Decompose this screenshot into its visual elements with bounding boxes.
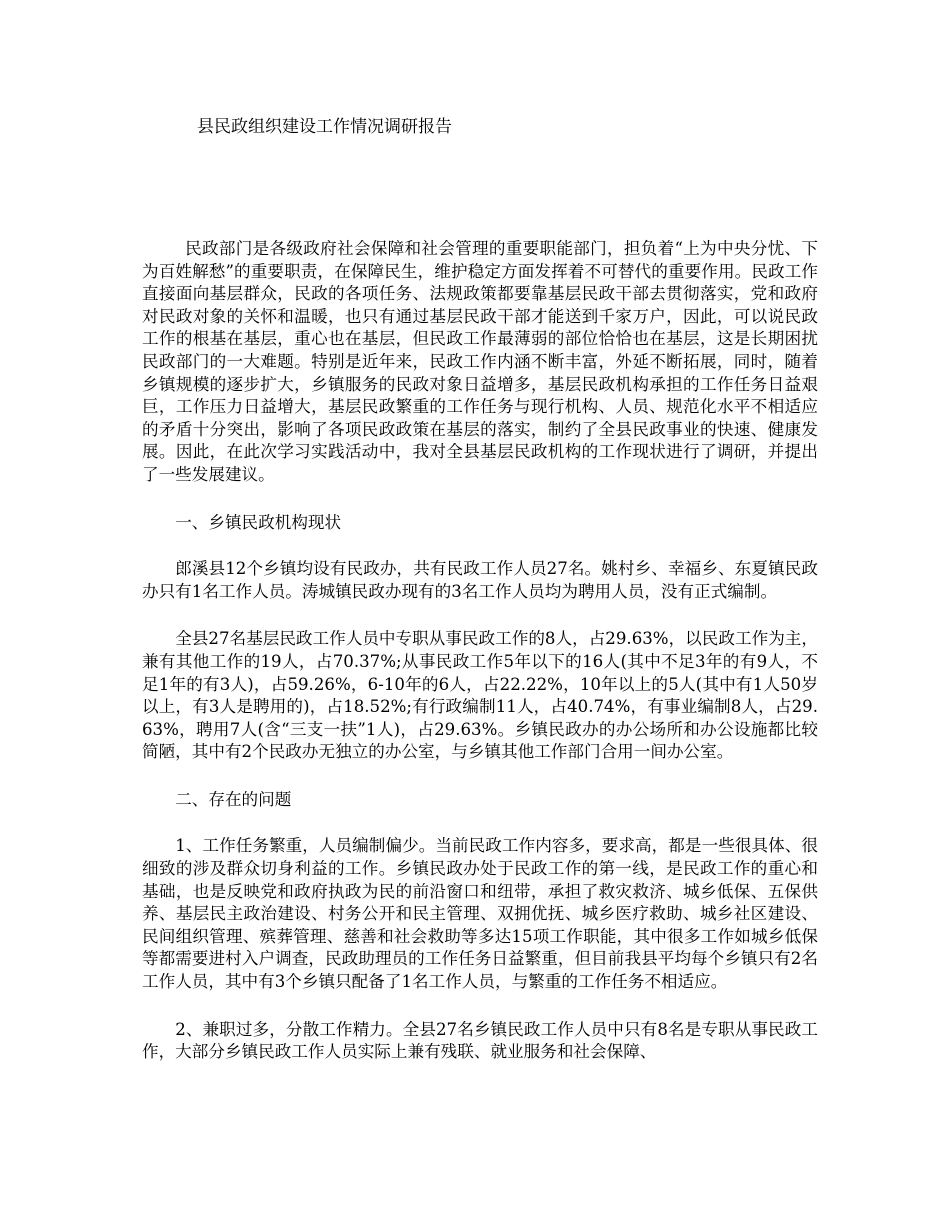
section-heading-problems: 二、存在的问题 [175,789,292,809]
document-title: 县民政组织建设工作情况调研报告 [197,117,452,137]
section-heading-current-status: 一、乡镇民政机构现状 [175,512,342,532]
paragraph-staff-statistics: 全县27名基层民政工作人员中专职从事民政工作的8人，占29.63%，以民政工作为主，兼有其他工作的19人，占70.37%;从事民政工作5年以下的16人(其中不足3年的有9人，不足1年的有3人)，占59.26%，6-10年的6人，占22.22%，10年以上的5人(其中有1人50岁以上，有3人是聘用的)，占18.52%;有行政编制11人，占40.74%，有事业编制8人，占29.63%，聘用7人(含“三支一扶”1人)，占29.63%。乡镇民政办的办公场所和办公设施都比较简陋，其中有2个民政办无独立的办公室，与乡镇其他工作部门合用一间办公室。 [142,629,818,762]
paragraph-status-overview: 郎溪县12个乡镇均设有民政办，共有民政工作人员27名。姚村乡、幸福乡、东夏镇民政办只有1名工作人员。涛城镇民政办现有的3名工作人员均为聘用人员，没有正式编制。 [142,559,818,601]
paragraph-problem-workload: 1、工作任务繁重，人员编制偏少。当前民政工作内容多，要求高，都是一些很具体、很细致的涉及群众切身利益的工作。乡镇民政办处于民政工作的第一线，是民政工作的重心和基础，也是反映党和政府执政为民的前沿窗口和纽带，承担了救灾救济、城乡低保、五保供养、基层民主政治建设、村务公开和民主管理、双拥优抚、城乡医疗救助、城乡社区建设、民间组织管理、殡葬管理、慈善和社会救助等多达15项工作职能，其中很多工作如城乡低保等都需要进村入户调查，民政助理员的工作任务日益繁重，但目前我县平均每个乡镇只有2名工作人员，其中有3个乡镇只配备了1名工作人员，与繁重的工作任务不相适应。 [142,836,818,992]
paragraph-problem-part-time: 2、兼职过多，分散工作精力。全县27名乡镇民政工作人员中只有8名是专职从事民政工作，大部分乡镇民政工作人员实际上兼有残联、就业服务和社会保障、 [142,1019,818,1062]
paragraph-intro: 民政部门是各级政府社会保障和社会管理的重要职能部门，担负着“上为中央分忧、下为百姓解愁”的重要职责，在保障民生，维护稳定方面发挥着不可替代的重要作用。民政工作直接面向基层群众，民政的各项任务、法规政策都要靠基层民政干部去贯彻落实，党和政府对民政对象的关怀和温暖，也只有通过基层民政干部才能送到千家万户，因此，可以说民政工作的根基在基层，重心也在基层，但民政工作最薄弱的部位恰恰也在基层，这是长期困扰民政部门的一大难题。特别是近年来，民政工作内涵不断丰富，外延不断拓展，同时，随着乡镇规模的逐步扩大，乡镇服务的民政对象日益增多，基层民政机构承担的工作任务日益艰巨，工作压力日益增大，基层民政繁重的工作任务与现行机构、人员、规范化水平不相适应的矛盾十分突出，影响了各项民政政策在基层的落实，制约了全县民政事业的快速、健康发展。因此，在此次学习实践活动中，我对全县基层民政机构的工作现状进行了调研，并提出了一些发展建议。 [142,239,818,484]
document-body [142,238,818,1089]
